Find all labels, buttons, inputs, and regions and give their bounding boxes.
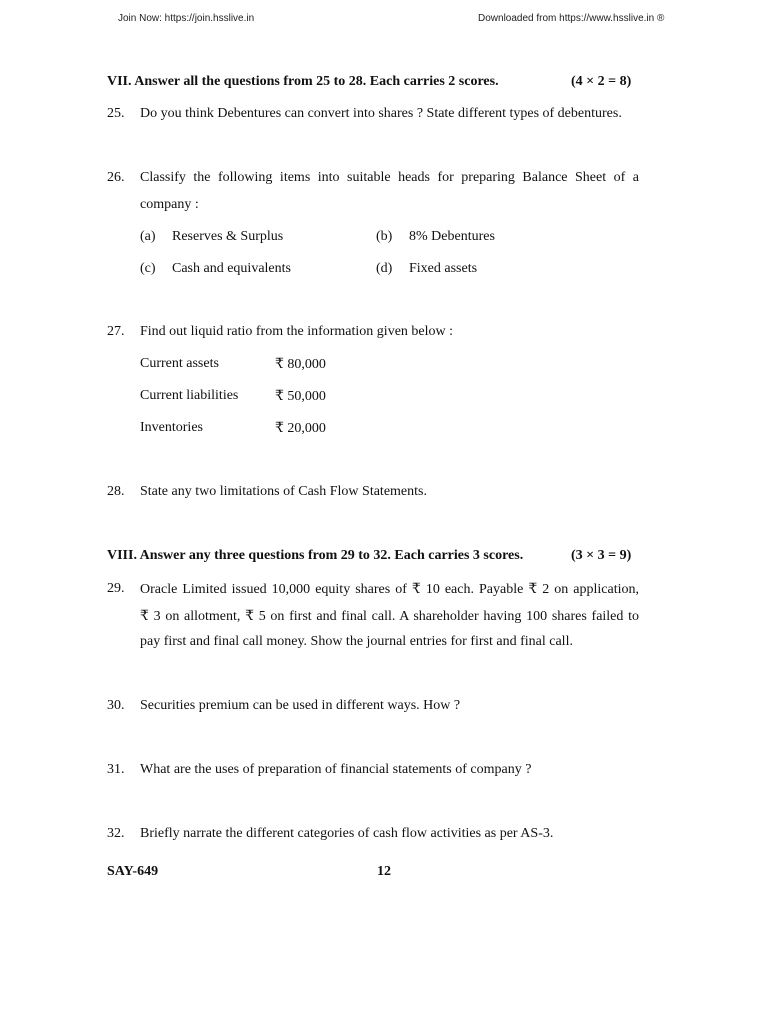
question-29-line-1: Oracle Limited issued 10,000 equity shares of ₹ 10 each. Payable ₹ 2 on application,	[140, 582, 639, 597]
section-7-heading: VII. Answer all the questions from 25 to 28. Each carries 2 scores.	[107, 74, 499, 89]
header-join-link[interactable]: Join Now: https://join.hsslive.in	[118, 13, 255, 24]
question-30-number: 30.	[107, 698, 125, 713]
question-28-text: State any two limitations of Cash Flow Statements.	[140, 484, 427, 499]
liquid-ratio-row-label: Current assets	[140, 356, 219, 371]
question-26-item-d-text: Fixed assets	[409, 261, 478, 276]
question-29-line-3: pay first and final call money. Show the journal entries for first and final call.	[140, 634, 573, 649]
liquid-ratio-row-value: ₹ 50,000	[275, 389, 326, 404]
question-27-number: 27.	[107, 324, 125, 339]
question-26-number: 26.	[107, 170, 125, 185]
question-31-number: 31.	[107, 762, 125, 777]
liquid-ratio-row-value: ₹ 20,000	[275, 421, 326, 436]
question-29-number: 29.	[107, 581, 125, 596]
header-download-link[interactable]: Downloaded from https://www.hsslive.in ®	[478, 13, 665, 24]
section-8-marks: (3 × 3 = 9)	[571, 548, 632, 563]
question-26-item-c-label: (c)	[140, 261, 156, 276]
question-26-item-b-text: 8% Debentures	[409, 229, 495, 244]
footer-page-number: 12	[377, 864, 391, 879]
question-26-item-a-label: (a)	[140, 229, 156, 244]
question-26-line-2: company :	[140, 197, 199, 212]
question-32-number: 32.	[107, 826, 125, 841]
footer-paper-code: SAY-649	[107, 864, 159, 879]
liquid-ratio-row-label: Inventories	[140, 420, 203, 435]
question-26-line-1: Classify the following items into suitable heads for preparing Balance Sheet of a	[140, 170, 639, 185]
question-31-text: What are the uses of preparation of financial statements of company ?	[140, 762, 532, 777]
question-25-number: 25.	[107, 106, 125, 121]
question-27-text: Find out liquid ratio from the information given below :	[140, 324, 454, 339]
question-25-text: Do you think Debentures can convert into shares ? State different types of debentures.	[140, 106, 622, 121]
question-26-item-c-text: Cash and equivalents	[172, 261, 291, 276]
question-26-item-a-text: Reserves & Surplus	[172, 229, 284, 244]
question-29-line-2: ₹ 3 on allotment, ₹ 5 on first and final call. A shareholder having 100 shares failed to	[140, 609, 639, 624]
question-26-item-d-label: (d)	[376, 261, 393, 276]
section-7-marks: (4 × 2 = 8)	[571, 74, 632, 89]
liquid-ratio-row-label: Current liabilities	[140, 388, 239, 403]
section-8-heading: VIII. Answer any three questions from 29 to 32. Each carries 3 scores.	[107, 548, 524, 563]
question-26-item-b-label: (b)	[376, 229, 393, 244]
question-28-number: 28.	[107, 484, 125, 499]
question-30-text: Securities premium can be used in different ways. How ?	[140, 698, 461, 713]
question-32-text: Briefly narrate the different categories of cash flow activities as per AS-3.	[140, 826, 554, 841]
liquid-ratio-row-value: ₹ 80,000	[275, 357, 326, 372]
